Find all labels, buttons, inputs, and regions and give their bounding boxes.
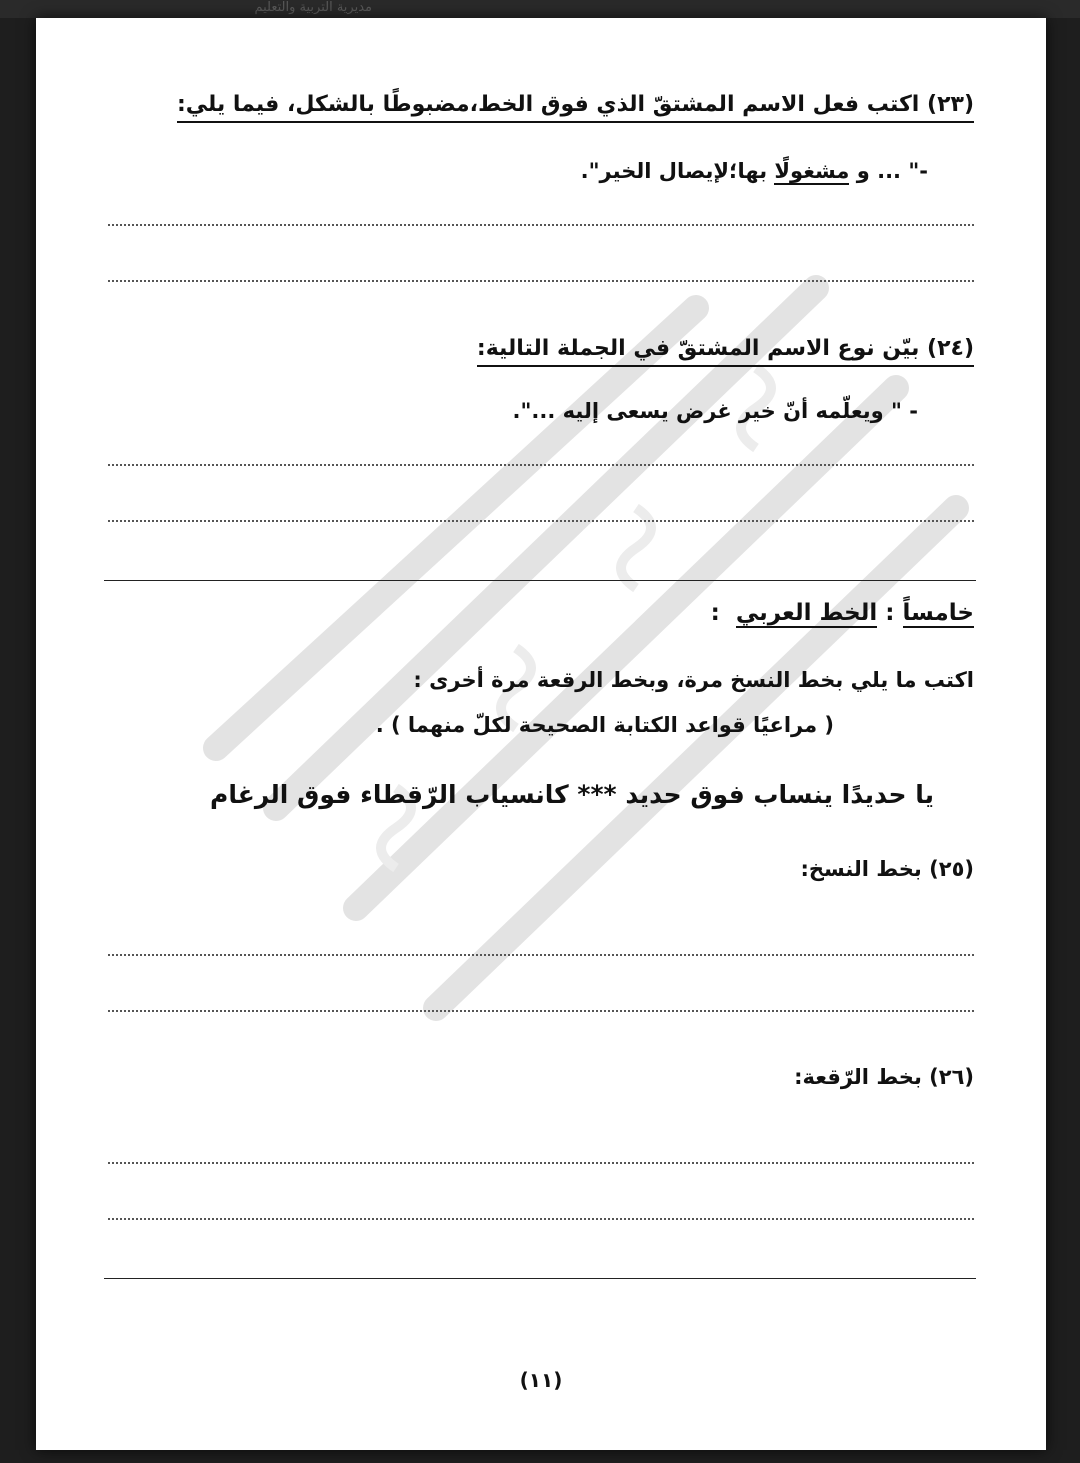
- q26-answer-line-1[interactable]: [108, 1162, 974, 1164]
- top-strip: [0, 0, 1080, 18]
- section5-title: خامساً: [902, 600, 974, 626]
- q23-answer-line-2[interactable]: [108, 280, 974, 282]
- q26-answer-line-2[interactable]: [108, 1218, 974, 1220]
- q23-sentence: [581, 156, 928, 186]
- section5-subtitle: الخط العربي: [735, 600, 878, 626]
- watermark: [96, 248, 996, 1068]
- q24-sentence: - " ويعلّمه أنّ خير غرض يسعى إليه ...".: [512, 399, 918, 423]
- section5-separator: :: [885, 600, 895, 626]
- previous-page-header-ghost: مديرية التربية والتعليم: [254, 0, 372, 15]
- section-divider-2: [104, 1278, 976, 1279]
- q23-number: (٢٣): [927, 92, 974, 117]
- q23-sentence-underlined-word: مشغولًا: [774, 159, 850, 183]
- q25-label: بخط النسخ:: [800, 857, 922, 881]
- section5-colon: :: [710, 600, 720, 626]
- worksheet-page: [36, 18, 1046, 1450]
- q26-number: (٢٦): [929, 1065, 974, 1089]
- q25-answer-line-1[interactable]: [108, 954, 974, 956]
- q24-heading: [477, 334, 974, 367]
- section-divider-1: [104, 580, 976, 581]
- q24-answer-line-1[interactable]: [108, 464, 974, 466]
- q23-heading: [177, 90, 974, 123]
- q26-label: بخط الرّقعة:: [794, 1065, 922, 1089]
- q23-sentence-prefix: -" ... و: [849, 159, 928, 183]
- page-number: (١١): [519, 1368, 563, 1392]
- q26-heading: [794, 1062, 974, 1092]
- section5-heading: [711, 598, 974, 628]
- q25-heading: [800, 854, 974, 884]
- q25-answer-line-2[interactable]: [108, 1010, 974, 1012]
- q23-answer-line-1[interactable]: [108, 224, 974, 226]
- q25-number: (٢٥): [929, 857, 974, 881]
- section5-verse: يا حديدًا ينساب فوق حديد *** كانسياب الرّقطاء فوق الرغام: [210, 780, 934, 809]
- section5-instruction-line2: ( مراعيًا قواعد الكتابة الصحيحة لكلّ منهما ) .: [375, 713, 834, 737]
- q24-number: (٢٤): [927, 336, 974, 361]
- q23-instruction: اكتب فعل الاسم المشتقّ الذي فوق الخط،مضبوطًا بالشكل، فيما يلي:: [176, 92, 920, 117]
- q24-answer-line-2[interactable]: [108, 520, 974, 522]
- q24-instruction: بيّن نوع الاسم المشتقّ في الجملة التالية:: [476, 336, 920, 361]
- section5-instruction-line1: اكتب ما يلي بخط النسخ مرة، وبخط الرقعة مرة أخرى :: [413, 668, 974, 692]
- q23-sentence-suffix: بها؛لإيصال الخير".: [580, 159, 775, 183]
